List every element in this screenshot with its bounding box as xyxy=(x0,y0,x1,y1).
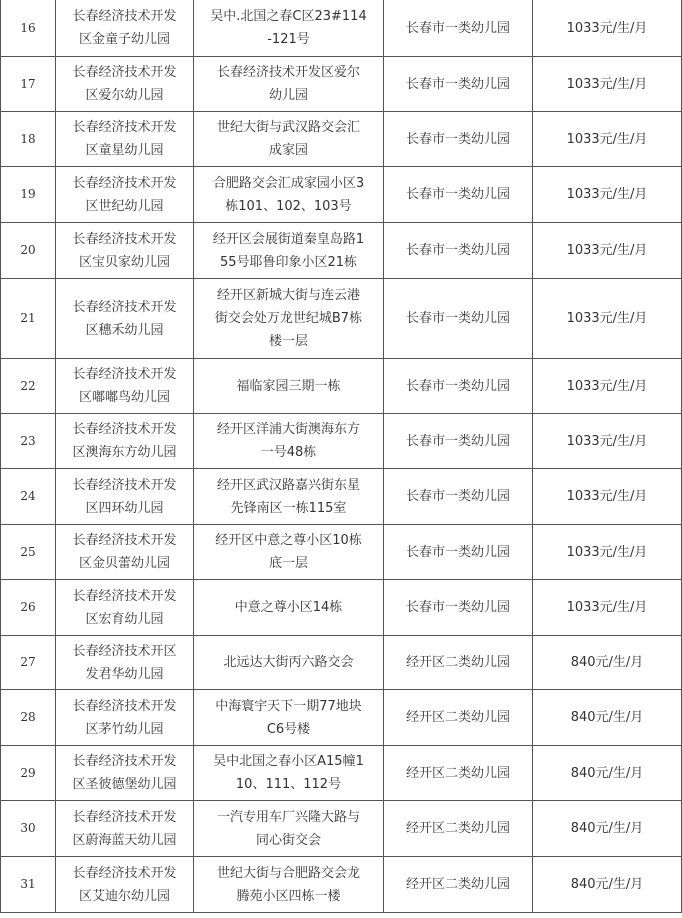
table-row xyxy=(1,857,682,913)
kindergarten-address xyxy=(194,525,384,580)
kindergarten-name xyxy=(56,801,194,857)
kindergarten-category: 长春市一类幼儿园 xyxy=(384,112,533,167)
kindergarten-address-line: -121号 xyxy=(267,32,310,47)
kindergarten-address xyxy=(194,112,384,167)
kindergarten-address xyxy=(194,414,384,469)
table-row xyxy=(1,636,682,690)
kindergarten-address-line: 世纪大街与合肥路交会龙 xyxy=(216,865,360,881)
kindergarten-name-line: 长春经济技术开发 xyxy=(72,9,177,24)
kindergarten-name-line: 区宏育幼儿园 xyxy=(85,611,164,627)
kindergarten-category: 长春市一类幼儿园 xyxy=(384,359,533,414)
kindergarten-name-line: 区茅竹幼儿园 xyxy=(85,721,164,737)
table-row xyxy=(1,167,682,223)
kindergarten-category: 长春市一类幼儿园 xyxy=(384,414,533,469)
kindergarten-name-line: 发君华幼儿园 xyxy=(85,666,164,682)
row-number: 18 xyxy=(1,112,56,167)
kindergarten-name xyxy=(56,746,194,801)
kindergarten-address-line: 栋101、102、103号 xyxy=(225,198,352,214)
kindergarten-address-line: 长春经济技术开发区爱尔 xyxy=(216,65,360,80)
kindergarten-category: 长春市一类幼儿园 xyxy=(384,580,533,636)
kindergarten-name-line: 区金童子幼儿园 xyxy=(78,32,170,47)
kindergarten-name-line: 区艾迪尔幼儿园 xyxy=(78,888,170,904)
kindergarten-address-line: 吴中北国之春小区A15幢1 xyxy=(213,754,364,769)
kindergarten-category: 长春市一类幼儿园 xyxy=(384,0,533,57)
kindergarten-name xyxy=(56,690,194,746)
monthly-fee: 1033元/生/月 xyxy=(533,359,682,414)
kindergarten-name xyxy=(56,359,194,414)
kindergarten-address xyxy=(194,167,384,223)
kindergarten-address-line: 合肥路交会汇成家园小区3 xyxy=(212,175,365,191)
table-body xyxy=(1,0,682,913)
kindergarten-name-line: 长春经济技术开发 xyxy=(72,422,177,437)
row-number: 26 xyxy=(1,580,56,636)
kindergarten-address xyxy=(194,469,384,525)
table-row xyxy=(1,57,682,112)
kindergarten-address-line: 腾苑小区四栋一楼 xyxy=(236,888,341,904)
monthly-fee: 1033元/生/月 xyxy=(533,223,682,279)
kindergarten-address-line: 一号48栋 xyxy=(260,445,317,460)
monthly-fee: 840元/生/月 xyxy=(533,690,682,746)
kindergarten-category: 经开区二类幼儿园 xyxy=(384,746,533,801)
table-row xyxy=(1,469,682,525)
kindergarten-name-line: 长春经济技术开发 xyxy=(72,231,177,247)
monthly-fee: 1033元/生/月 xyxy=(533,469,682,525)
kindergarten-address-line: 中海寰宇天下一期77地块 xyxy=(215,698,362,714)
monthly-fee: 840元/生/月 xyxy=(533,746,682,801)
table-row xyxy=(1,690,682,746)
row-number: 30 xyxy=(1,801,56,857)
row-number: 16 xyxy=(1,0,56,57)
kindergarten-address-line: 楼一层 xyxy=(268,334,308,349)
kindergarten-name-line: 区世纪幼儿园 xyxy=(85,198,164,214)
table-row xyxy=(1,525,682,580)
kindergarten-category: 长春市一类幼儿园 xyxy=(384,57,533,112)
kindergarten-address xyxy=(194,580,384,636)
row-number: 19 xyxy=(1,167,56,223)
kindergarten-address xyxy=(194,279,384,359)
kindergarten-address xyxy=(194,801,384,857)
kindergarten-name-line: 长春经济技术开发 xyxy=(72,754,177,769)
kindergarten-category: 经开区二类幼儿园 xyxy=(384,636,533,690)
kindergarten-name xyxy=(56,636,194,690)
kindergarten-address xyxy=(194,636,384,690)
kindergarten-address-line: 北远达大街丙六路交会 xyxy=(223,655,354,670)
kindergarten-address-line: 中意之尊小区14栋 xyxy=(234,600,343,615)
kindergarten-category: 长春市一类幼儿园 xyxy=(384,223,533,279)
kindergarten-name-line: 长春经济技术开发 xyxy=(72,698,177,714)
kindergarten-name xyxy=(56,580,194,636)
kindergarten-name-line: 长春经济技术开发 xyxy=(72,865,177,881)
kindergarten-address-line: 成家园 xyxy=(268,143,308,158)
kindergarten-address-line: 55号耶鲁印象小区21栋 xyxy=(219,254,358,270)
kindergarten-name-line: 区澳海东方幼儿园 xyxy=(72,445,177,460)
kindergarten-name-line: 区宝贝家幼儿园 xyxy=(78,254,170,270)
row-number: 21 xyxy=(1,279,56,359)
monthly-fee: 1033元/生/月 xyxy=(533,525,682,580)
kindergarten-name-line: 长春经济技术开发 xyxy=(72,533,177,548)
kindergarten-address-line: 先锋南区一栋115室 xyxy=(230,500,347,516)
row-number: 17 xyxy=(1,57,56,112)
kindergarten-name-line: 区穗禾幼儿园 xyxy=(85,322,164,338)
kindergarten-category: 经开区二类幼儿园 xyxy=(384,857,533,913)
kindergarten-address xyxy=(194,746,384,801)
monthly-fee: 1033元/生/月 xyxy=(533,0,682,57)
row-number: 20 xyxy=(1,223,56,279)
kindergarten-name xyxy=(56,167,194,223)
table-row xyxy=(1,580,682,636)
monthly-fee: 840元/生/月 xyxy=(533,857,682,913)
table-row xyxy=(1,223,682,279)
kindergarten-name xyxy=(56,112,194,167)
monthly-fee: 1033元/生/月 xyxy=(533,580,682,636)
kindergarten-name-line: 长春经济技术开发 xyxy=(72,175,177,191)
table-row xyxy=(1,801,682,857)
kindergarten-address-line: 经开区洋浦大街澳海东方 xyxy=(216,422,360,437)
kindergarten-address-line: 同心街交会 xyxy=(255,832,321,848)
row-number: 31 xyxy=(1,857,56,913)
kindergarten-name xyxy=(56,57,194,112)
monthly-fee: 840元/生/月 xyxy=(533,801,682,857)
kindergarten-name-line: 长春经济技术开发 xyxy=(72,588,177,604)
kindergarten-address-line: 底一层 xyxy=(268,556,308,571)
kindergarten-name xyxy=(56,414,194,469)
kindergarten-name-line: 长春经济技术开发 xyxy=(72,299,177,315)
table-row xyxy=(1,112,682,167)
kindergarten-address xyxy=(194,359,384,414)
monthly-fee: 1033元/生/月 xyxy=(533,414,682,469)
kindergarten-address xyxy=(194,223,384,279)
kindergarten-name-line: 长春经济技术开区 xyxy=(72,643,177,659)
row-number: 23 xyxy=(1,414,56,469)
table-row xyxy=(1,746,682,801)
table-row xyxy=(1,0,682,57)
monthly-fee: 1033元/生/月 xyxy=(533,279,682,359)
kindergarten-category: 长春市一类幼儿园 xyxy=(384,525,533,580)
monthly-fee: 1033元/生/月 xyxy=(533,57,682,112)
kindergarten-address-line: 世纪大街与武汉路交会汇 xyxy=(216,120,360,135)
table-row xyxy=(1,414,682,469)
kindergarten-name-line: 区金贝蕾幼儿园 xyxy=(78,556,170,571)
row-number: 25 xyxy=(1,525,56,580)
monthly-fee: 840元/生/月 xyxy=(533,636,682,690)
kindergarten-category: 长春市一类幼儿园 xyxy=(384,469,533,525)
kindergarten-name xyxy=(56,469,194,525)
kindergarten-address-line: 街交会处万龙世纪城B7栋 xyxy=(214,311,363,326)
kindergarten-address-line: 经开区新城大街与连云港 xyxy=(216,288,360,303)
kindergarten-address-line: 一汽专用车厂兴隆大路与 xyxy=(216,809,360,825)
kindergarten-name-line: 区嘟嘟鸟幼儿园 xyxy=(78,390,170,405)
kindergarten-address-line: 吴中.北国之春C区23#114 xyxy=(210,9,367,24)
kindergarten-name-line: 区四环幼儿园 xyxy=(85,500,164,516)
kindergarten-address-line: 经开区武汉路嘉兴街东星 xyxy=(216,477,360,493)
kindergarten-address-line: 10、111、112号 xyxy=(235,777,342,792)
kindergarten-name xyxy=(56,0,194,57)
kindergarten-category: 经开区二类幼儿园 xyxy=(384,801,533,857)
monthly-fee: 1033元/生/月 xyxy=(533,167,682,223)
kindergarten-name-line: 长春经济技术开发 xyxy=(72,367,177,382)
kindergarten-name xyxy=(56,223,194,279)
kindergarten-name-line: 区童星幼儿园 xyxy=(85,143,164,158)
kindergarten-address-line: 幼儿园 xyxy=(268,88,308,103)
kindergarten-category: 长春市一类幼儿园 xyxy=(384,167,533,223)
row-number: 28 xyxy=(1,690,56,746)
kindergarten-name-line: 区蔚海蓝天幼儿园 xyxy=(72,832,177,848)
row-number: 24 xyxy=(1,469,56,525)
kindergarten-name xyxy=(56,279,194,359)
kindergarten-name-line: 区爱尔幼儿园 xyxy=(85,88,164,103)
kindergarten-name-line: 长春经济技术开发 xyxy=(72,809,177,825)
row-number: 29 xyxy=(1,746,56,801)
kindergarten-name-line: 长春经济技术开发 xyxy=(72,477,177,493)
kindergarten-address-line: C6号楼 xyxy=(266,721,311,737)
kindergarten-name-line: 长春经济技术开发 xyxy=(72,120,177,135)
kindergarten-name-line: 区圣彼德堡幼儿园 xyxy=(72,777,177,792)
kindergarten-category: 经开区二类幼儿园 xyxy=(384,690,533,746)
kindergarten-name-line: 长春经济技术开发 xyxy=(72,65,177,80)
kindergarten-name xyxy=(56,525,194,580)
kindergarten-address xyxy=(194,57,384,112)
kindergarten-address-line: 经开区中意之尊小区10栋 xyxy=(215,533,362,548)
kindergarten-name xyxy=(56,857,194,913)
kindergarten-address xyxy=(194,0,384,57)
kindergarten-address xyxy=(194,690,384,746)
monthly-fee: 1033元/生/月 xyxy=(533,112,682,167)
kindergarten-address-line: 福临家园三期一栋 xyxy=(236,378,341,394)
table-row xyxy=(1,359,682,414)
row-number: 27 xyxy=(1,636,56,690)
kindergarten-category: 长春市一类幼儿园 xyxy=(384,279,533,359)
kindergarten-address-line: 经开区会展街道秦皇岛路1 xyxy=(212,231,365,247)
row-number: 22 xyxy=(1,359,56,414)
table-row xyxy=(1,279,682,359)
kindergarten-address xyxy=(194,857,384,913)
